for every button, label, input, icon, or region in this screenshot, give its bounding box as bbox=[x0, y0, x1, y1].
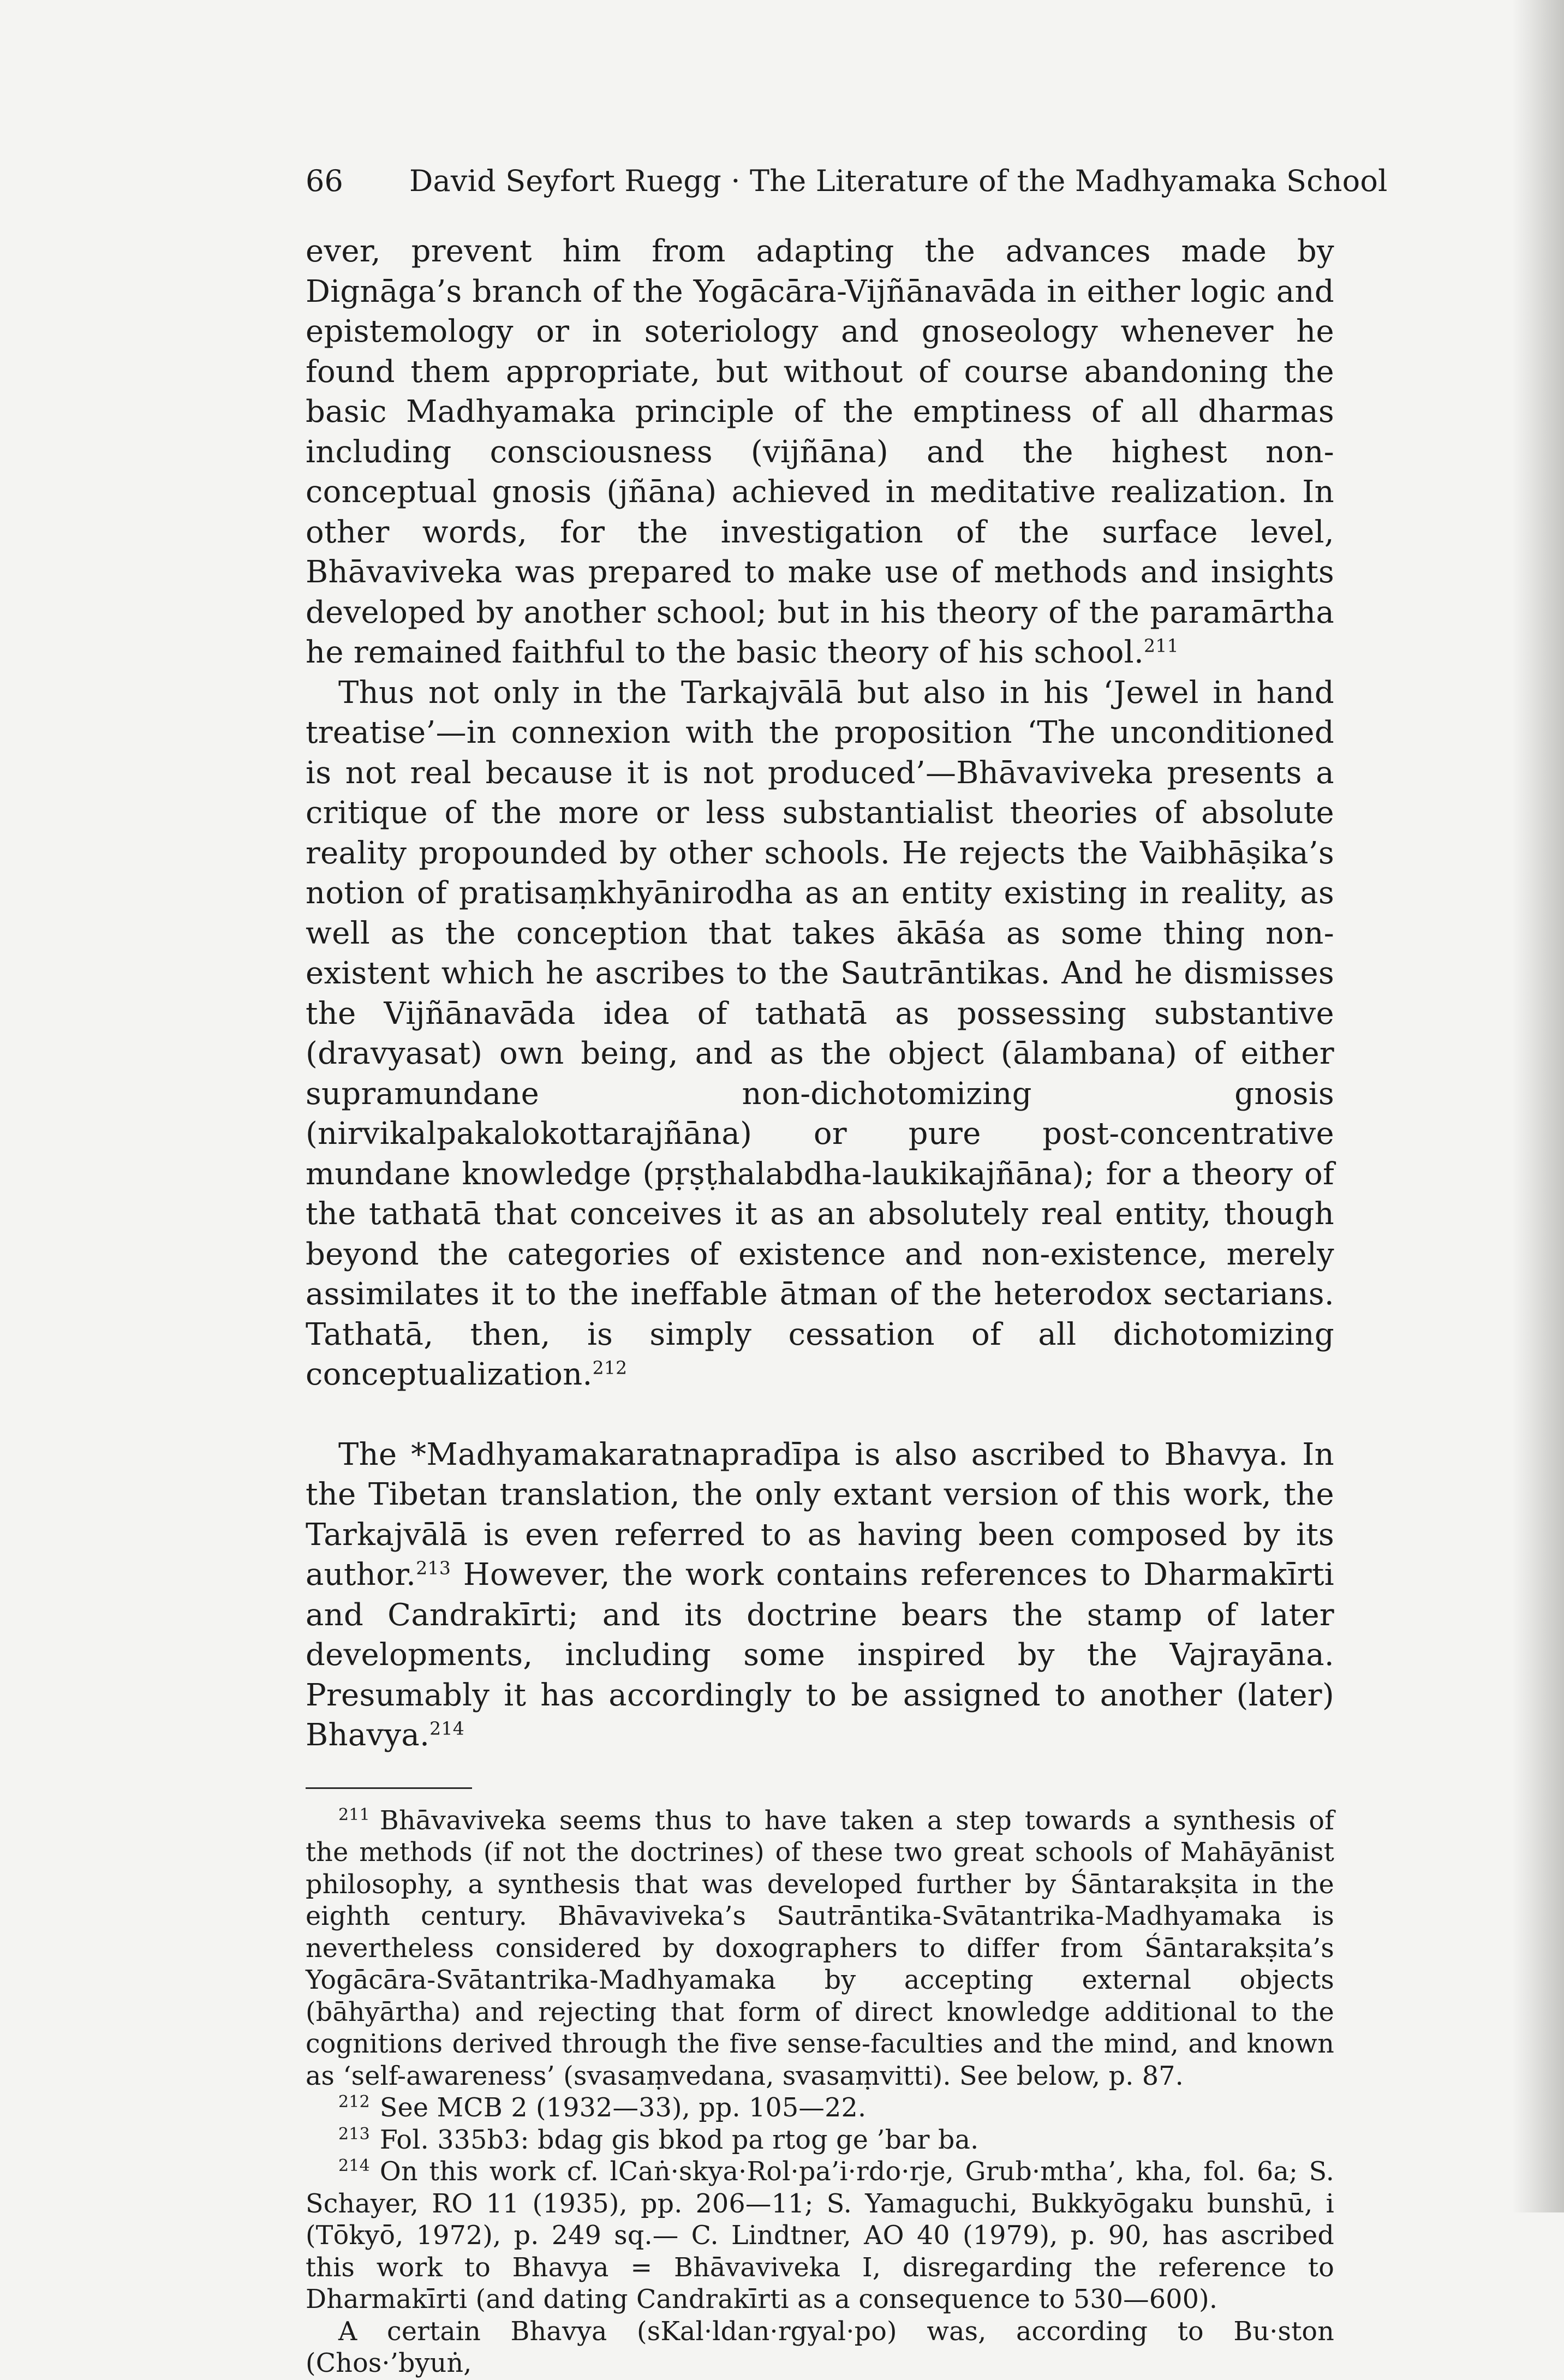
footnote-214-continuation bbox=[306, 2316, 1334, 2380]
footnotes bbox=[306, 1805, 1334, 2380]
footnote-211-text: Bhāvaviveka seems thus to have taken a step towards a synthesis of the methods (if not the doctrines) of these two great schools of Mahāyānist philosophy, a synthesis that was developed further by Śāntarakṣita in the eighth century. Bhāvaviveka’s Sautrāntika-Svātantrika-Madhyamaka is nevertheless considered by doxographers to differ from Śāntarakṣita’s Yogācāra-Svātantrika-Madhyamaka by accepting external objects (bāhyārtha) and rejecting that form of direct knowledge additional to the cognitions derived through the five sense-faculties and the mind, and known as ‘self-awareness’ (svasaṃvedana, svasaṃvitti). See below, p. 87. bbox=[306, 1805, 1334, 2091]
footnote-214-number: 214 bbox=[338, 2156, 370, 2176]
footnote-214-text: On this work cf. lCaṅ·skya·Rol·pa’i·rdo·rje, Grub·mtha’, kha, fol. 6a; S. Schayer, RO 11 (1935), pp. 206—11; S. Yamaguchi, Bukkyōgaku bunshū, i (Tōkyō, 1972), p. 249 sq.— C. Lindtner, AO 40 (1979), p. 90, has ascribed this work to Bhavya = Bhāvaviveka I, disregarding the reference to Dharmakīrti (and dating Candrakīrti as a consequence to 530—600). bbox=[306, 2157, 1334, 2315]
paragraph-3-text-b: However, the work contains references to Dharmakīrti and Candrakīrti; and its doctrine bears the stamp of later developments, including some inspired by the Vajrayāna. Presumably it has accordingly to be assigned to another (later) Bhavya. bbox=[306, 1557, 1334, 1753]
footnote-212-text: See MCB 2 (1932—33), pp. 105—22. bbox=[379, 2093, 867, 2123]
page-number: 66 bbox=[306, 164, 344, 198]
footnote-ref-212: 212 bbox=[592, 1357, 628, 1379]
paragraph-2 bbox=[306, 673, 1334, 1395]
footnote-211 bbox=[306, 1805, 1334, 2093]
paragraph-1-text: ever, prevent him from adapting the advances made by Dignāga’s branch of the Yogācāra-Vijñānavāda in either logic and epistemology or in soteriology and gnoseology whenever he found them appropriate, but without of course abandoning the basic Madhyamaka principle of the emptiness of all dharmas including consciousness (vijñāna) and the highest non-conceptual gnosis (jñāna) achieved in meditative realization. In other words, for the investigation of the surface level, Bhāvaviveka was prepared to make use of methods and insights developed by another school; but in his theory of the paramārtha he remained faithful to the basic theory of his school. bbox=[306, 234, 1334, 670]
paragraph-3-text-a: The *Madhyamakaratnapradīpa is also ascribed to Bhavya. In the Tibetan translation, the only extant version of this work, the Tarkajvālā is even referred to as having been composed by its author. bbox=[306, 1436, 1334, 1592]
paragraph-1 bbox=[306, 231, 1334, 673]
book-page bbox=[306, 164, 1388, 2380]
footnote-213 bbox=[306, 2125, 1334, 2157]
main-text bbox=[306, 231, 1334, 1756]
running-head bbox=[306, 164, 1388, 199]
footnote-214-continuation-text: A certain Bhavya (sKal·ldan·rgyal·po) was, according to Bu·ston (Chos·’byuṅ, bbox=[306, 2316, 1334, 2378]
paragraph-2-text: Thus not only in the Tarkajvālā but also in his ‘Jewel in hand treatise’—in connexion with the proposition ‘The unconditioned is not real because it is not produced’—Bhāvaviveka presents a critique of the more or less substantialist theories of absolute reality propounded by other schools. He rejects the Vaibhāṣika’s notion of pratisaṃkhyānirodha as an entity existing in reality, as well as the conception that takes ākāśa as some thing non-existent which he ascribes to the Sautrāntikas. And he dismisses the Vijñānavāda idea of tathatā as possessing substantive (dravyasat) own being, and as the object (ālambana) of either supramundane non-dichotomizing gnosis (nirvikalpakalokottarajñāna) or pure post-concentrative mundane knowledge (pṛṣṭhalabdha-laukikajñāna); for a theory of the tathatā that conceives it as an absolutely real entity, though beyond the categories of existence and non-existence, merely assimilates it to the ineffable ātman of the heterodox sectarians. Tathatā, then, is simply cessation of all dichotomizing conceptualization. bbox=[306, 675, 1334, 1392]
paragraph-3 bbox=[306, 1435, 1334, 1756]
footnote-214 bbox=[306, 2156, 1334, 2316]
footnote-ref-214: 214 bbox=[429, 1717, 465, 1739]
footnote-211-number: 211 bbox=[338, 1805, 370, 1824]
footnote-ref-211: 211 bbox=[1144, 635, 1179, 657]
running-title: David Seyfort Ruegg · The Literature of the Madhyamaka School bbox=[409, 164, 1388, 198]
footnote-213-text: Fol. 335b3: bdag gis bkod pa rtog ge ’bar ba. bbox=[379, 2125, 979, 2155]
footnote-212-number: 212 bbox=[338, 2092, 370, 2112]
footnote-212 bbox=[306, 2092, 1334, 2125]
footnote-ref-213: 213 bbox=[416, 1557, 451, 1579]
footnote-divider bbox=[306, 1787, 472, 1789]
scan-edge-shadow bbox=[1512, 0, 1564, 2212]
footnote-213-number: 213 bbox=[338, 2124, 370, 2144]
